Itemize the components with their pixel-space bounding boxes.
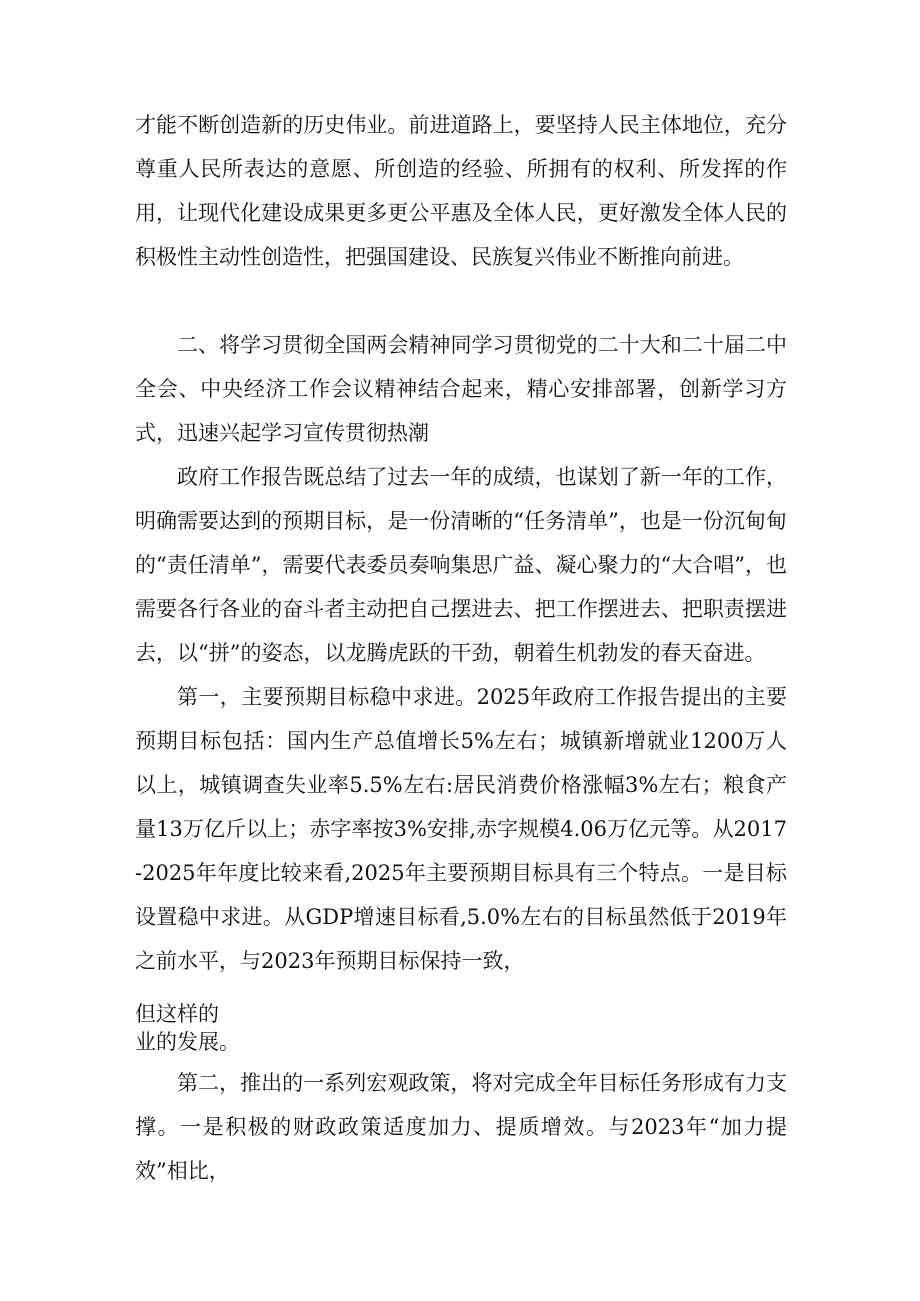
paragraph-continuation: 才能不断创造新的历史伟业。前进道路上，要坚持人民主体地位，充分尊重人民所表达的意愿、所创造的经验、所拥有的权利、所发挥的作用，让现代化建设成果更多更公平惠及全体人民，更好激发全体人民的积极性主动性创造性，把强国建设、民族复兴伟业不断推向前进。 [135,113,787,269]
paragraph-second-point: 第二，推出的一系列宏观政策，将对完成全年目标任务形成有力支撑。一是积极的财政政策适度加力、提质增效。与2023年“加力提效”相比， [135,1071,787,1183]
fragment-line-2: 业的发展。 [135,1030,240,1054]
fragment-line-1: 但这样的 [135,1002,219,1026]
paragraph-government-report: 政府工作报告既总结了过去一年的成绩，也谋划了新一年的工作，明确需要达到的预期目标，是一份清晰的“任务清单”，也是一份沉甸甸的“责任清单”，需要代表委员奏响集思广益、凝心聚力的“大合唱”，也需要各行各业的奋斗者主动把自己摆进去、把工作摆进去、把职责摆进去，以“拼”的姿态，以龙腾虎跃的干劲，朝着生机勃发的春天奋进。 [135,465,787,665]
section-heading-two: 二、将学习贯彻全国两会精神同学习贯彻党的二十大和二十届二中全会、中央经济工作会议精神结合起来，精心安排部署，创新学习方式，迅速兴起学习宣传贯彻热潮 [135,333,787,445]
paragraph-first-point: 第一，主要预期目标稳中求进。2025年政府工作报告提出的主要预期目标包括：国内生产总值增长5%左右；城镇新增就业1200万人以上，城镇调查失业率5.5%左右:居民消费价格涨幅3%左右；粮食产量13万亿斤以上；赤字率按3%安排,赤字规模4.06万亿元等。从2017-2025年年度比较来看,2025年主要预期目标具有三个特点。一是目标设置稳中求进。从GDP增速目标看,5.0%左右的目标虽然低于2019年之前水平，与2023年预期目标保持一致， [135,685,787,973]
broken-text-fragment [135,1000,787,1056]
